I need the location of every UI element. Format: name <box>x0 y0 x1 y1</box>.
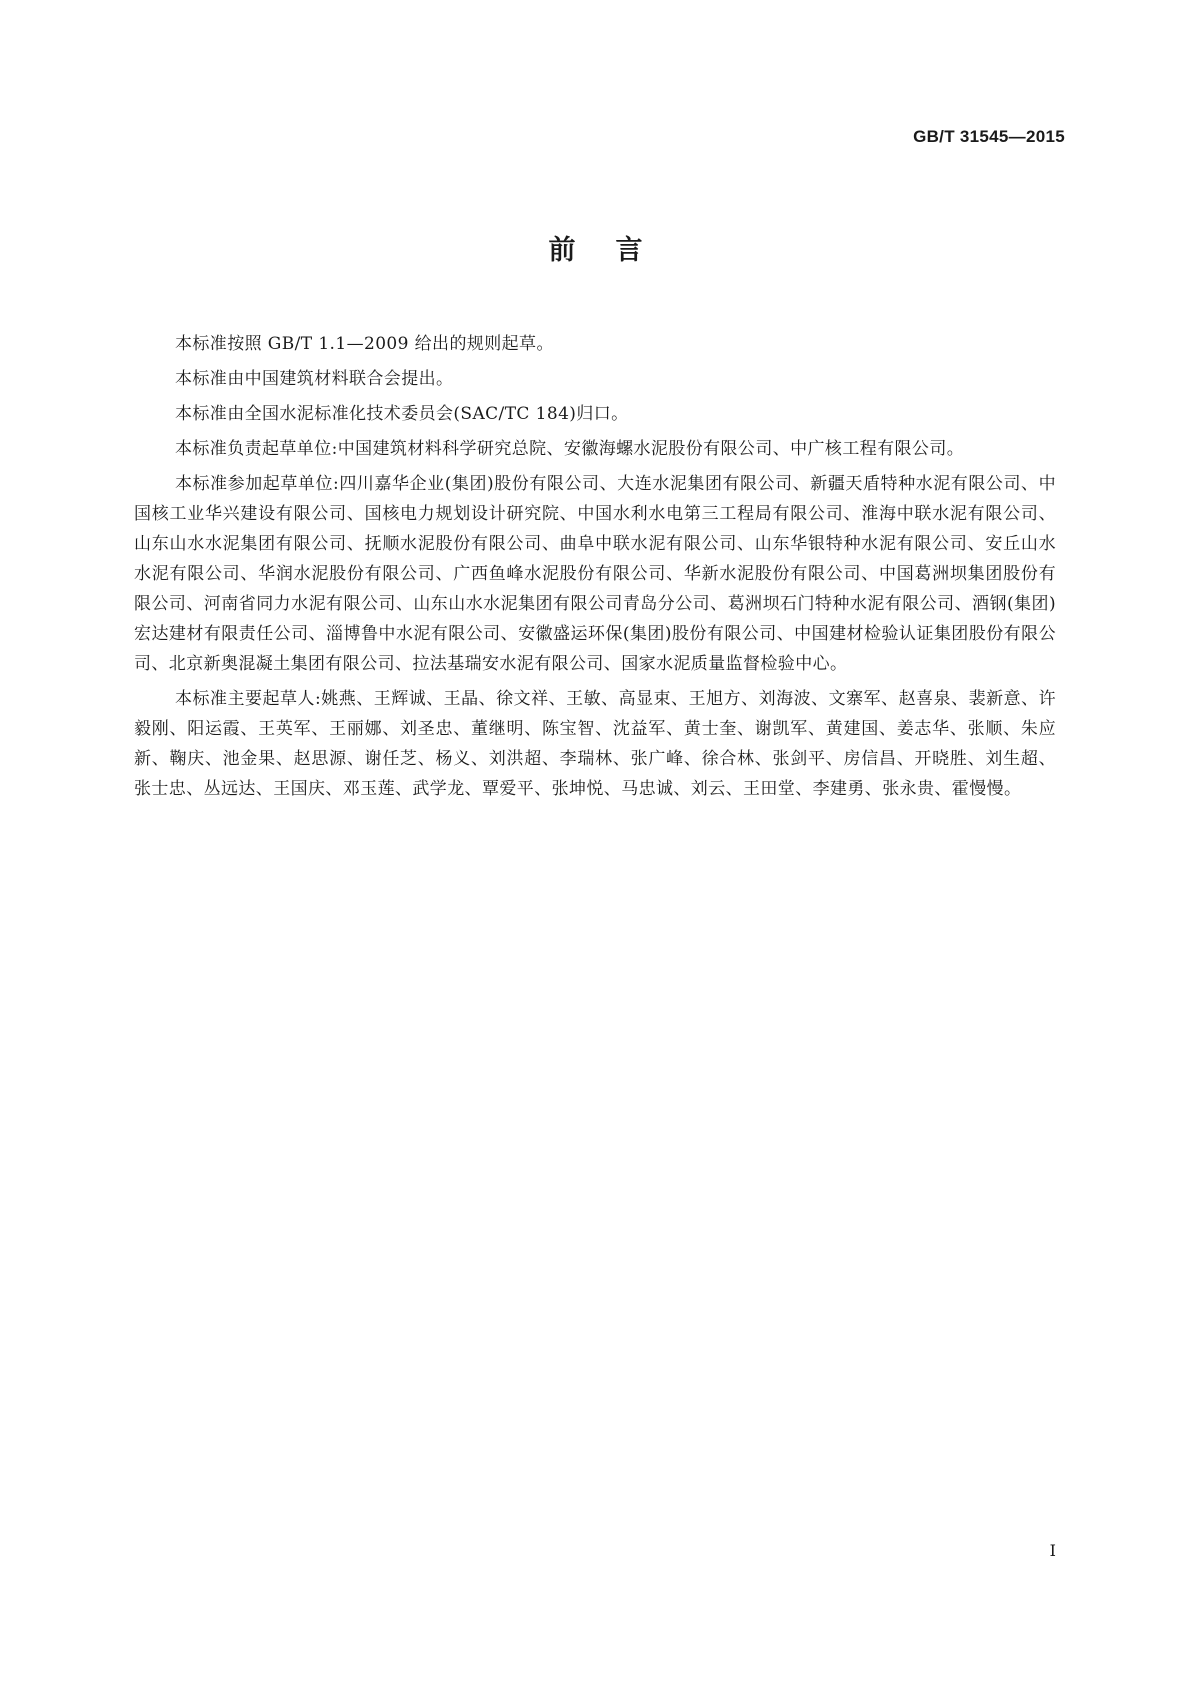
page-title: 前言 <box>548 235 683 266</box>
paragraph-proposer: 本标准由中国建筑材料联合会提出。 <box>175 369 454 389</box>
paragraph-participating-drafters: 本标准参加起草单位:四川嘉华企业(集团)股份有限公司、大连水泥集团有限公司、新疆天盾特种水泥有限公司、中国核工业华兴建设有限公司、国核电力规划设计研究院、中国水利水电第三工程局有限公司、淮海中联水泥有限公司、山东山水水泥集团有限公司、抚顺水泥股份有限公司、曲阜中联水泥有限公司、山东华银特种水泥有限公司、安丘山水水泥有限公司、华润水泥股份有限公司、广西鱼峰水泥股份有限公司、华新水泥股份有限公司、中国葛洲坝集团股份有限公司、河南省同力水泥有限公司、山东山水水泥集团有限公司青岛分公司、葛洲坝石门特种水泥有限公司、酒钢(集团)宏达建材有限责任公司、淄博鲁中水泥有限公司、安徽盛运环保(集团)股份有限公司、中国建材检验认证集团股份有限公司、北京新奥混凝土集团有限公司、拉法基瑞安水泥有限公司、国家水泥质量监督检验中心。 <box>134 474 1056 674</box>
paragraph-drafting-rules: 本标准按照 GB/T 1.1—2009 给出的规则起草。 <box>175 334 554 354</box>
paragraph-committee: 本标准由全国水泥标准化技术委员会(SAC/TC 184)归口。 <box>175 404 629 424</box>
preface-body <box>134 329 1056 809</box>
page-number: I <box>1049 1541 1056 1560</box>
standard-code: GB/T 31545—2015 <box>913 127 1065 146</box>
paragraph-lead-drafters: 本标准负责起草单位:中国建筑材料科学研究总院、安徽海螺水泥股份有限公司、中广核工程有限公司。 <box>175 439 965 459</box>
paragraph-main-drafters: 本标准主要起草人:姚燕、王辉诚、王晶、徐文祥、王敏、高显束、王旭方、刘海波、文寨军、赵喜泉、裴新意、许毅刚、阳运霞、王英军、王丽娜、刘圣忠、董继明、陈宝智、沈益军、黄士奎、谢凯军、黄建国、姜志华、张顺、朱应新、鞠庆、池金果、赵思源、谢任芝、杨义、刘洪超、李瑞林、张广峰、徐合林、张剑平、房信昌、开晓胜、刘生超、张士忠、丛远达、王国庆、邓玉莲、武学龙、覃爱平、张坤悦、马忠诚、刘云、王田堂、李建勇、张永贵、霍慢慢。 <box>134 689 1056 799</box>
